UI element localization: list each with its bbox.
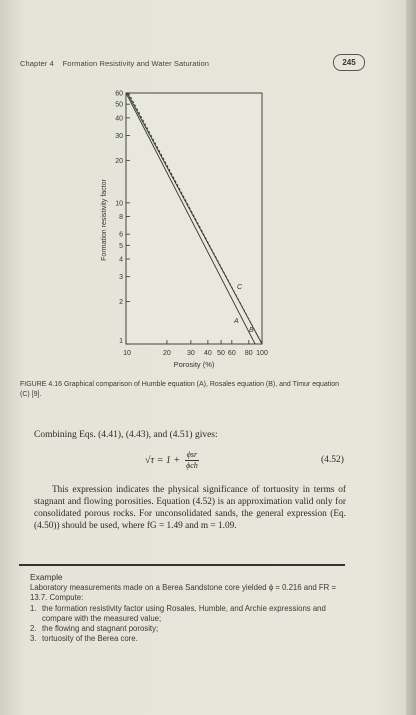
equation-number: (4.52)	[321, 455, 344, 465]
x-tick-label: 30	[186, 350, 195, 357]
example-item	[30, 624, 346, 634]
y-tick-label: 60	[115, 90, 123, 98]
chapter-title: Formation Resistivity and Water Saturation	[62, 59, 210, 68]
x-tick-label: 10	[123, 350, 131, 357]
y-tick-label: 6	[119, 231, 123, 239]
example-title: Example	[30, 572, 63, 582]
y-tick-label: 40	[115, 115, 123, 123]
item-number: 2.	[30, 624, 37, 634]
chapter-label: Chapter 4	[20, 59, 54, 68]
y-tick-label: 5	[119, 242, 123, 250]
figure-label: FIGURE 4.16	[20, 381, 63, 388]
item-text: the flowing and stagnant porosity;	[42, 624, 159, 634]
y-tick-label: 4	[119, 256, 123, 264]
item-number: 1.	[30, 603, 37, 613]
equation-4-52	[145, 450, 200, 471]
y-tick-label: 50	[115, 101, 123, 109]
body-paragraph: This expression indicates the physical significance of tortuosity in terms of stagnant and flowing porosities. Equation (4.52) is an approximation valid only for consolidated porous rocks. For unconsolidated sands, the general expression (Eq. (4.50)) should be used, where fG = 1.49 and m = 1.09.	[34, 485, 346, 532]
series-label-B: B	[249, 327, 254, 334]
example-intro: Laboratory measurements made on a Berea Sandstone core yielded ϕ = 0.216 and FR = 13.7. Compute:	[30, 583, 337, 603]
x-tick-label: 100	[256, 350, 268, 357]
x-tick-label: 50	[217, 350, 225, 357]
equation-numerator: ϕsr	[186, 450, 198, 459]
y-tick-label: 3	[119, 274, 123, 282]
y-tick-label: 10	[115, 200, 123, 208]
y-axis-label: Formation resistivity factor	[101, 179, 108, 261]
example-divider	[19, 564, 345, 566]
x-tick-label: 60	[227, 350, 236, 357]
x-tick-label: 20	[163, 350, 171, 357]
page-number: 245	[333, 54, 365, 71]
intro-paragraph: Combining Eqs. (4.41), (4.43), and (4.51) gives:	[34, 430, 218, 440]
item-number: 3.	[30, 634, 37, 644]
equation-lhs: √τ = 1 +	[145, 455, 181, 466]
example-box	[30, 572, 346, 644]
series-label-C: C	[237, 284, 243, 291]
y-tick-label: 1	[119, 338, 123, 345]
example-item	[30, 604, 346, 624]
equation-denominator: ϕch	[186, 461, 198, 470]
example-item	[30, 634, 346, 644]
x-tick-label: 80	[244, 350, 253, 357]
item-text: tortuosity of the Berea core.	[42, 634, 138, 644]
y-tick-label: 2	[119, 299, 123, 307]
series-label-A: A	[234, 318, 239, 325]
figure-caption	[20, 380, 350, 400]
equation-fraction	[184, 450, 200, 471]
figure-caption-text: Graphical comparison of Humble equation (A), Rosales equation (B), and Timur equation (C) [9].	[20, 381, 340, 398]
x-axis-label: Porosity (%)	[173, 360, 215, 369]
item-text: the formation resistivity factor using Rosales, Humble, and Archie expressions and compare with the measured value;	[42, 603, 326, 623]
y-tick-label: 20	[115, 157, 123, 165]
y-tick-label: 8	[119, 214, 123, 222]
y-tick-label: 30	[115, 132, 123, 140]
x-tick-label: 40	[203, 350, 212, 357]
example-list	[30, 604, 346, 645]
